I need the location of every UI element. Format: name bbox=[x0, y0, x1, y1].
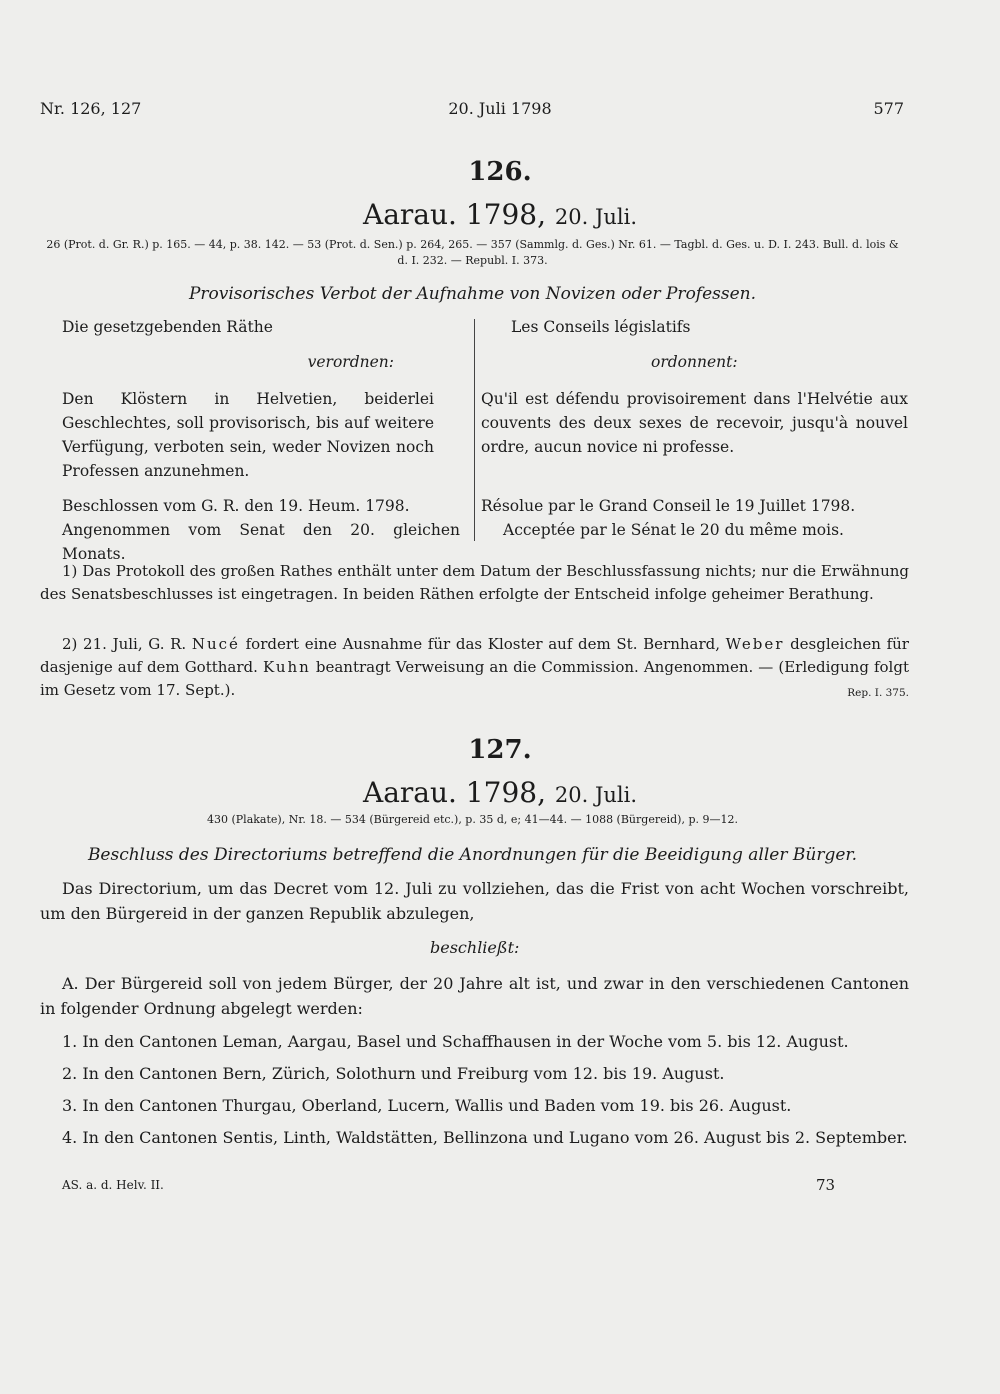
german-closing-1: Beschlossen vom G. R. den 19. Heum. 1798. bbox=[62, 497, 410, 515]
list-item: 3. In den Cantonen Thurgau, Oberland, Lucern, Wallis und Baden vom 19. bis 26. August. bbox=[62, 1096, 792, 1115]
french-intro: Les Conseils législatifs bbox=[511, 318, 691, 336]
note-2-name-nuce: Nucé bbox=[191, 635, 240, 653]
german-intro: Die gesetzgebenden Räthe bbox=[62, 318, 273, 336]
german-column bbox=[62, 315, 434, 374]
list-item: 4. In den Cantonen Sentis, Linth, Waldstätten, Bellinzona und Lugano vom 26. August bis 2. September. bbox=[62, 1128, 908, 1147]
list-item: 1. In den Cantonen Leman, Aargau, Basel und Schaffhausen in der Woche vom 5. bis 12. August. bbox=[62, 1032, 849, 1051]
note-2-reference: Rep. I. 375. bbox=[847, 687, 909, 699]
french-closing bbox=[481, 494, 908, 542]
note-2-name-weber: Weber bbox=[725, 635, 785, 653]
section-126-place-date bbox=[0, 198, 1000, 231]
footer-signature: AS. a. d. Helv. II. bbox=[62, 1178, 164, 1192]
note-2-name-kuhn: Kuhn bbox=[262, 658, 311, 676]
french-verb: ordonnent: bbox=[651, 353, 738, 371]
column-divider bbox=[474, 319, 475, 541]
section-127-heading: Beschluss des Directoriums betreffend die Anordnungen für die Beeidigung aller Bürger. bbox=[87, 845, 858, 865]
section-127-verb: beschließt: bbox=[430, 938, 520, 957]
section-126-number: 126. bbox=[468, 157, 532, 187]
section-126-place: Aarau. 1798, bbox=[362, 198, 546, 231]
section-126-sources: 26 (Prot. d. Gr. R.) p. 165. — 44, p. 38. 142. — 53 (Prot. d. Sen.) p. 264, 265. — 357 (Sammlg. d. Ges.) Nr. 61. — Tagbl. d. Ges. u. D. I. 243. Bull. d. lois & d. I. 232. — Republ. I. 373. bbox=[46, 238, 899, 267]
german-verb: verordnen: bbox=[307, 353, 394, 371]
note-2-part-c: desgleichen für dasjenige auf dem Gotthard. bbox=[40, 635, 909, 676]
section-127-sources: 430 (Plakate), Nr. 18. — 534 (Bürgereid etc.), p. 35 d, e; 41—44. — 1088 (Bürgereid), p. 9—12. bbox=[207, 813, 738, 826]
header-doc-numbers: Nr. 126, 127 bbox=[40, 99, 142, 118]
section-127-intro: Das Directorium, um das Decret vom 12. Juli zu vollziehen, das die Frist von acht Wochen vorschreibt, um den Bürgereid in der ganzen Republik abzulegen, bbox=[40, 879, 909, 923]
french-closing-2: Acceptée par le Sénat le 20 du même mois. bbox=[503, 521, 844, 539]
note-2 bbox=[40, 633, 909, 705]
german-closing-2: Angenommen vom Senat den 20. gleichen Monats. bbox=[62, 521, 460, 563]
note-1: 1) Das Protokoll des großen Rathes enthält unter dem Datum der Beschlussfassung nichts; nur die Erwähnung des Senatsbeschlusses ist eingetragen. In beiden Räthen erfolgte der Entscheid infolge geheimer Berathung. bbox=[40, 562, 909, 603]
header-date: 20. Juli 1798 bbox=[448, 99, 552, 118]
note-2-part-a: 2) 21. Juli, G. R. bbox=[62, 635, 187, 653]
section-127-paragraph-a: A. Der Bürgereid soll von jedem Bürger, der 20 Jahre alt ist, und zwar in den verschiedenen Cantonen in folgender Ordnung abgelegt werden: bbox=[40, 974, 909, 1018]
section-126-day: 20. Juli. bbox=[554, 205, 637, 229]
note-2-part-b: fordert eine Ausnahme für das Kloster auf dem St. Bernhard, bbox=[245, 635, 720, 653]
page-number: 577 bbox=[873, 99, 904, 118]
footer-sheet-number: 73 bbox=[816, 1176, 836, 1194]
section-126-heading: Provisorisches Verbot der Aufnahme von Novizen oder Professen. bbox=[188, 284, 757, 304]
section-127-place-date bbox=[0, 776, 1000, 809]
section-127-day: 20. Juli. bbox=[554, 783, 637, 807]
german-closing bbox=[62, 494, 460, 566]
note-2-part-d: beantragt Verweisung an die Commission. Angenommen. — (Erledigung folgt im Gesetz vom 17. Sept.). bbox=[40, 658, 909, 699]
section-127-place: Aarau. 1798, bbox=[362, 776, 546, 809]
german-text: Den Klöstern in Helvetien, beiderlei Geschlechtes, soll provisorisch, bis auf weitere Verfügung, verboten sein, weder Novizen noch Professen anzunehmen. bbox=[62, 390, 434, 480]
list-item: 2. In den Cantonen Bern, Zürich, Solothurn und Freiburg vom 12. bis 19. August. bbox=[62, 1064, 725, 1083]
french-text: Qu'il est défendu provisoirement dans l'Helvétie aux couvents des deux sexes de recevoir, jusqu'à nouvel ordre, aucun novice ni professe. bbox=[481, 390, 908, 456]
french-closing-1: Résolue par le Grand Conseil le 19 Juillet 1798. bbox=[481, 497, 856, 515]
section-127-number: 127. bbox=[468, 735, 532, 765]
french-column bbox=[481, 315, 908, 374]
